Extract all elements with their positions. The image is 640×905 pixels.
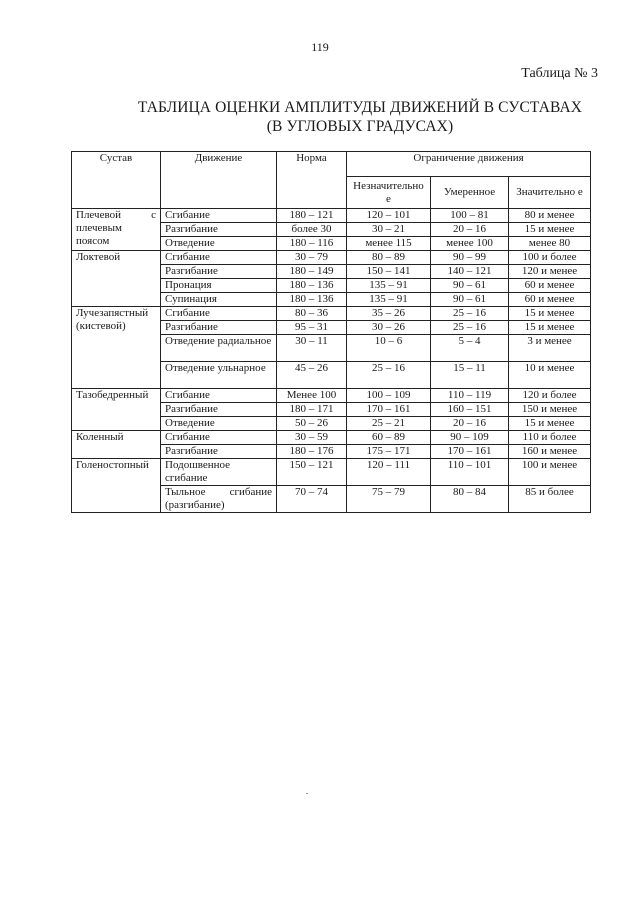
significant-cell: менее 80 <box>509 237 591 251</box>
slight-cell: 135 – 91 <box>347 293 431 307</box>
range-of-motion-table <box>71 151 591 513</box>
movement-cell: Подошвенное сгибание <box>161 459 277 486</box>
significant-cell: 85 и более <box>509 486 591 513</box>
slight-cell: 25 – 21 <box>347 417 431 431</box>
moderate-cell: 90 – 99 <box>431 251 509 265</box>
slight-cell: 120 – 101 <box>347 209 431 223</box>
slight-cell: 175 – 171 <box>347 445 431 459</box>
norm-cell: 180 – 171 <box>277 403 347 417</box>
joint-cell: Коленный <box>72 431 161 459</box>
movement-cell: Сгибание <box>161 209 277 223</box>
table-row <box>72 459 591 486</box>
table-row <box>72 251 591 265</box>
movement-cell: Тыльное сгибание (разгибание) <box>161 486 277 513</box>
norm-cell: 30 – 79 <box>277 251 347 265</box>
table-title-line: ТАБЛИЦА ОЦЕНКИ АМПЛИТУДЫ ДВИЖЕНИЙ В СУСТАВАХ <box>137 99 583 116</box>
moderate-cell: 90 – 61 <box>431 279 509 293</box>
joint-cell: Лучезапястный (кистевой) <box>72 307 161 389</box>
table-row <box>72 389 591 403</box>
joint-cell: Тазобедренный <box>72 389 161 431</box>
slight-cell: 120 – 111 <box>347 459 431 486</box>
significant-cell: 160 и менее <box>509 445 591 459</box>
significant-cell: 15 и менее <box>509 223 591 237</box>
moderate-cell: 80 – 84 <box>431 486 509 513</box>
moderate-cell: 90 – 61 <box>431 293 509 307</box>
norm-cell: 180 – 136 <box>277 279 347 293</box>
significant-cell: 100 и более <box>509 251 591 265</box>
movement-cell: Разгибание <box>161 445 277 459</box>
significant-cell: 15 и менее <box>509 321 591 335</box>
norm-cell: 30 – 59 <box>277 431 347 445</box>
significant-cell: 120 и менее <box>509 265 591 279</box>
slight-cell: 80 – 89 <box>347 251 431 265</box>
movement-cell: Отведение <box>161 237 277 251</box>
norm-cell: более 30 <box>277 223 347 237</box>
significant-cell: 15 и менее <box>509 417 591 431</box>
norm-cell: 30 – 11 <box>277 335 347 362</box>
slight-cell: 30 – 26 <box>347 321 431 335</box>
slight-cell: 100 – 109 <box>347 389 431 403</box>
slight-cell: 30 – 21 <box>347 223 431 237</box>
moderate-cell: 25 – 16 <box>431 321 509 335</box>
slight-cell: менее 115 <box>347 237 431 251</box>
table-row <box>72 307 591 321</box>
norm-cell: 180 – 176 <box>277 445 347 459</box>
table-title-line: (В УГЛОВЫХ ГРАДУСАХ) <box>266 118 454 135</box>
moderate-cell: 140 – 121 <box>431 265 509 279</box>
table-row <box>72 431 591 445</box>
movement-cell: Пронация <box>161 279 277 293</box>
movement-cell: Сгибание <box>161 431 277 445</box>
movement-cell: Отведение <box>161 417 277 431</box>
significant-cell: 120 и более <box>509 389 591 403</box>
moderate-cell: 20 – 16 <box>431 417 509 431</box>
moderate-cell: 15 – 11 <box>431 362 509 389</box>
joint-cell: Голеностопный <box>72 459 161 513</box>
slight-cell: 60 – 89 <box>347 431 431 445</box>
significant-cell: 60 и менее <box>509 293 591 307</box>
moderate-cell: 160 – 151 <box>431 403 509 417</box>
moderate-cell: 20 – 16 <box>431 223 509 237</box>
table-row <box>72 209 591 223</box>
header-limitation: Ограничение движения <box>347 152 591 177</box>
norm-cell: 180 – 136 <box>277 293 347 307</box>
slight-cell: 35 – 26 <box>347 307 431 321</box>
moderate-cell: 110 – 101 <box>431 459 509 486</box>
significant-cell: 150 и менее <box>509 403 591 417</box>
movement-cell: Разгибание <box>161 223 277 237</box>
movement-cell: Супинация <box>161 293 277 307</box>
norm-cell: 180 – 116 <box>277 237 347 251</box>
norm-cell: 95 – 31 <box>277 321 347 335</box>
moderate-cell: 90 – 109 <box>431 431 509 445</box>
movement-cell: Сгибание <box>161 251 277 265</box>
header-norm: Норма <box>277 152 347 209</box>
moderate-cell: 100 – 81 <box>431 209 509 223</box>
norm-cell: 80 – 36 <box>277 307 347 321</box>
norm-cell: 180 – 149 <box>277 265 347 279</box>
table-label: Таблица № 3 <box>521 66 598 81</box>
norm-cell: 70 – 74 <box>277 486 347 513</box>
movement-cell: Разгибание <box>161 403 277 417</box>
header-slight: Незначительно е <box>347 177 431 209</box>
header-movement: Движение <box>161 152 277 209</box>
norm-cell: 150 – 121 <box>277 459 347 486</box>
moderate-cell: 5 – 4 <box>431 335 509 362</box>
joint-cell: Локтевой <box>72 251 161 307</box>
moderate-cell: 110 – 119 <box>431 389 509 403</box>
movement-cell: Разгибание <box>161 321 277 335</box>
moderate-cell: менее 100 <box>431 237 509 251</box>
table-title <box>60 98 640 136</box>
movement-cell: Сгибание <box>161 307 277 321</box>
significant-cell: 100 и менее <box>509 459 591 486</box>
page-number: 119 <box>311 40 329 54</box>
moderate-cell: 170 – 161 <box>431 445 509 459</box>
norm-cell: 45 – 26 <box>277 362 347 389</box>
header-joint: Сустав <box>72 152 161 209</box>
significant-cell: 15 и менее <box>509 307 591 321</box>
header-moderate: Умеренное <box>431 177 509 209</box>
significant-cell: 80 и менее <box>509 209 591 223</box>
significant-cell: 10 и менее <box>509 362 591 389</box>
slight-cell: 75 – 79 <box>347 486 431 513</box>
movement-cell: Отведение радиальное <box>161 335 277 362</box>
moderate-cell: 25 – 16 <box>431 307 509 321</box>
movement-cell: Отведение ульнарное <box>161 362 277 389</box>
slight-cell: 170 – 161 <box>347 403 431 417</box>
significant-cell: 3 и менее <box>509 335 591 362</box>
norm-cell: 50 – 26 <box>277 417 347 431</box>
significant-cell: 60 и менее <box>509 279 591 293</box>
slight-cell: 135 – 91 <box>347 279 431 293</box>
norm-cell: Менее 100 <box>277 389 347 403</box>
slight-cell: 150 – 141 <box>347 265 431 279</box>
scan-speck <box>306 793 308 794</box>
slight-cell: 25 – 16 <box>347 362 431 389</box>
slight-cell: 10 – 6 <box>347 335 431 362</box>
significant-cell: 110 и более <box>509 431 591 445</box>
movement-cell: Сгибание <box>161 389 277 403</box>
norm-cell: 180 – 121 <box>277 209 347 223</box>
header-significant: Значительно е <box>509 177 591 209</box>
movement-cell: Разгибание <box>161 265 277 279</box>
joint-cell: Плечевой с плечевым поясом <box>72 209 161 251</box>
